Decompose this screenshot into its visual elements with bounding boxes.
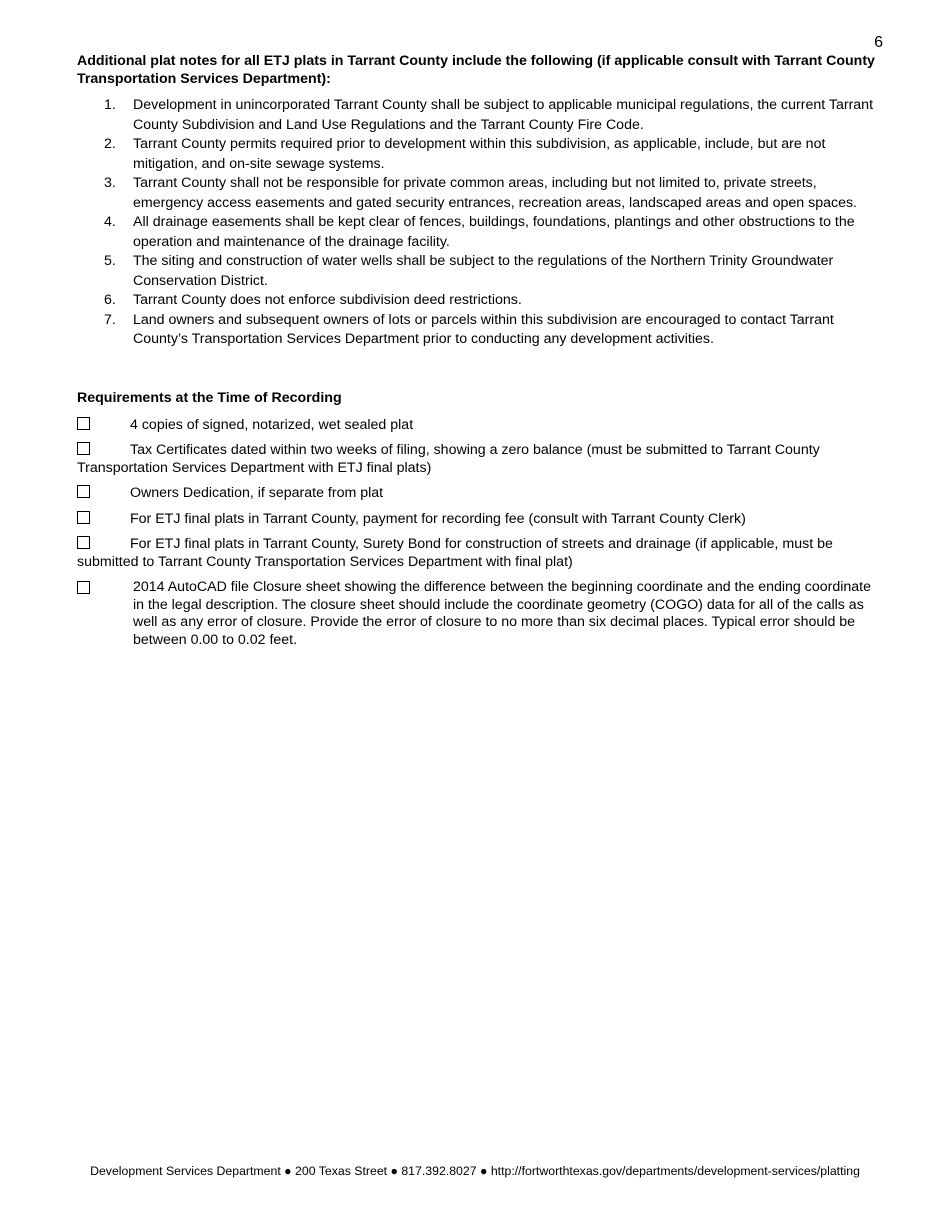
checklist-item-text: Owners Dedication, if separate from plat [130,485,384,501]
list-item-text: Development in unincorporated Tarrant County shall be subject to applicable municipal regulations, the current Tarrant County Subdivision and Land Use Regulations and the Tarrant County Fire Code. [133,97,874,133]
list-item [77,311,885,350]
list-item-number: 6. [104,292,116,308]
checklist-item-signed-plat-copies [77,417,885,435]
list-item-number: 1. [104,97,116,113]
page-footer: Development Services Department ● 200 Texas Street ● 817.392.8027 ● http://fortworthtexas.gov/departments/development-services/platting [90,1164,860,1178]
plat-notes-list [77,96,885,350]
list-item-text: The siting and construction of water wells shall be subject to the regulations of the Northern Trinity Groundwater Conservation District. [133,253,834,289]
checklist-item-text: 4 copies of signed, notarized, wet sealed plat [130,416,414,433]
list-item [77,213,885,252]
checkbox[interactable] [77,511,90,524]
list-item [77,174,885,213]
list-item-number: 3. [104,175,116,191]
checkbox[interactable] [77,442,90,455]
list-item-text: Tarrant County permits required prior to development within this subdivision, as applicable, include, but are not mitigation, and on-site sewage systems. [133,136,826,172]
checkbox[interactable] [77,417,90,430]
checklist-item-tax-certificates [77,442,885,477]
checkbox[interactable] [77,581,90,594]
page-number: 6 [874,34,883,51]
checklist-item-recording-fee [77,511,885,529]
list-item [77,252,885,291]
list-item [77,291,885,311]
list-item-text: Land owners and subsequent owners of lots or parcels within this subdivision are encouraged to contact Tarrant County’s Transportation Services Department prior to conducting any development activities. [133,311,834,347]
list-item-text: All drainage easements shall be kept clear of fences, buildings, foundations, plantings and other obstructions to the operation and maintenance of the drainage facility. [133,214,855,250]
requirements-heading: Requirements at the Time of Recording [77,389,342,406]
list-item-number: 5. [104,253,116,269]
document-body [77,53,885,657]
list-item-number: 4. [104,214,116,230]
list-item-number: 2. [104,136,116,152]
list-item-text: Tarrant County does not enforce subdivision deed restrictions. [133,292,522,308]
list-item [77,96,885,135]
checklist-item-text: Tax Certificates dated within two weeks of filing, showing a zero balance (must be submitted to Tarrant County Transportation Services Department with ETJ final plats) [77,442,820,476]
list-item [77,135,885,174]
checklist-item-surety-bond [77,536,885,571]
checkbox[interactable] [77,485,90,498]
checklist-item-text: For ETJ final plats in Tarrant County, Surety Bond for construction of streets and drainage (if applicable, must be submitted to Tarrant County Transportation Services Department with final plat) [77,536,833,570]
checklist-item-text: For ETJ final plats in Tarrant County, payment for recording fee (consult with Tarrant County Clerk) [130,510,746,527]
checklist-item-autocad-closure-sheet [77,579,885,649]
plat-notes-heading: Additional plat notes for all ETJ plats in Tarrant County include the following (if applicable consult with Tarrant County Transportation Services Department): [77,53,875,87]
checkbox[interactable] [77,536,90,549]
list-item-number: 7. [104,311,116,328]
checklist-item-owners-dedication [77,485,885,503]
checklist-item-text: 2014 AutoCAD file Closure sheet showing the difference between the beginning coordinate and the ending coordinate in the legal description. The closure sheet should include the coordinate geometry (COGO) data for all of the calls as well as any error of closure. Provide the error of closure to no more than six decimal places. Typical error should be between 0.00 to 0.02 feet. [133,579,872,648]
requirements-checklist [77,417,885,650]
list-item-text: Tarrant County shall not be responsible for private common areas, including but not limited to, private streets, emergency access easements and gated security entrances, recreation areas, landscaped areas and open spaces. [133,175,857,211]
